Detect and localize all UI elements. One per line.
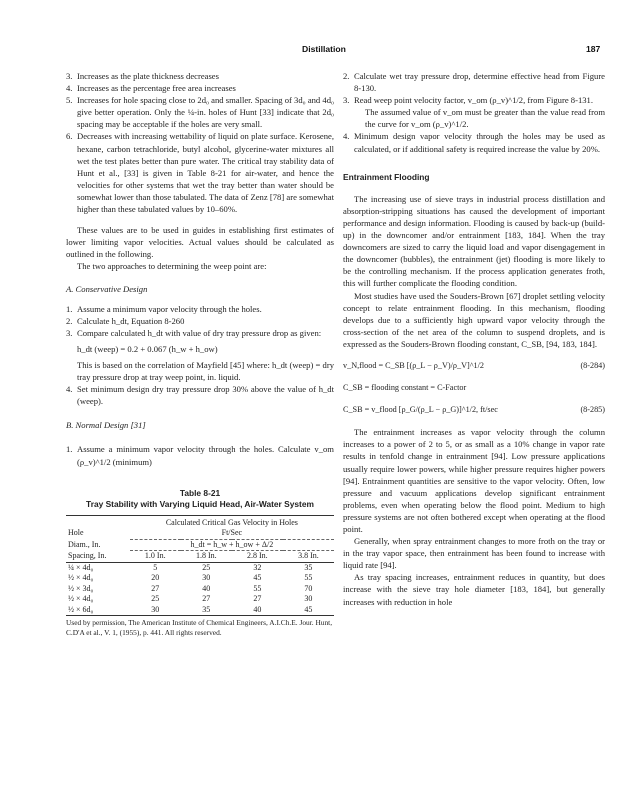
table-row: ¼ × 4d₀ 5 25 32 35 [68,562,313,572]
list-item: 1. Assume a minimum vapor velocity through the holes. Calculate v_om (ρ_v)^1/2 (minimum) [66,444,334,467]
table-col-head: 2.8 In. [247,551,268,561]
paragraph: These values are to be used in guides in establishing first estimates of lower limiting vapor velocities. Actual values should be calculated as outlined in the following. [66,225,334,260]
page-number: 187 [586,44,601,54]
table-row: ½ × 3d₀ 27 40 55 70 [68,583,313,593]
table-unit: Ft/Sec [130,528,334,539]
table-caption: Tray Stability with Varying Liquid Head, Air-Water System [86,499,314,510]
table-formula: h_dt = h_w + h_ow + Δ/2 [130,539,334,551]
paragraph: The entrainment increases as vapor velocity through the column increases to a power of 2 to 5, or as small as a 10% change in vapor rate results in tenfold change in entrainment [94]. Low pressure applications usually require lower powers, while higher pressure requires higher powers [94]. Entrainment quantities are sensitive to the vapor velocity. Often, low pressure and vacuum applications develop significant entrainment problems, even when operating below the flood point. Medium to high pressure systems are not often bothered except when operating at the flood point. [343,427,605,534]
running-header: Distillation [302,44,346,54]
paragraph: Generally, when spray entrainment changes to more froth on the tray or in the tray vapor space, then entrainment has been found to increase with liquid rate [94]. [343,536,605,571]
equation: h_dt (weep) = 0.2 + 0.067 (h_w + h_ow) [77,343,218,354]
equation-8-284: v_N,flood = C_SB [(ρ_L − ρ_V)/ρ_V]^1/2 (8-284) [343,360,605,370]
list-item: This is based on the correlation of Mayfield [45] where: h_dt (weep) = dry tray pressure drop at tray weep point, in. liquid. [77,359,334,383]
table-stub-head: Diam., In. [68,539,101,549]
equation-8-285: C_SB = v_flood [ρ_G/(ρ_L − ρ_G)]^1/2, ft/sec (8-285) [343,405,605,415]
paragraph: Most studies have used the Souders-Brown [67] droplet settling velocity concept to relate entrainment flooding. In this mechanism, flooding develops due to a sufficiently high upward vapor velocity through the cross-section of the net area of the column to suspend droplets, and is expressed as the Souders-Brown flooding constant, C_SB, [94, 183, 184]. [343,290,605,349]
list-item: The assumed value of v_om must be greater than the value read from the curve for v_om (ρ_v)^1/2. [365,107,605,130]
section-heading: B. Normal Design [31] [66,420,146,431]
table-col-head: 1.0 In. [144,551,166,561]
list-item: 2. Calculate wet tray pressure drop, determine effective head from Figure 8-130. [343,71,605,94]
paragraph: The two approaches to determining the weep point are: [77,261,267,272]
data-table [66,515,334,617]
left-column [66,70,334,637]
list-item: 1. Assume a minimum vapor velocity through the holes. [66,303,262,314]
table-row: ½ × 4d₀ 25 27 27 30 [68,594,313,604]
section-heading: Entrainment Flooding [343,171,430,182]
table-source-note: Used by permission, The American Institute of Chemical Engineers, A.I.Ch.E. Jour. Hunt, C.D'A et al., V. 1, (1955), p. 441. All rights reserved. [66,618,333,637]
table-group-head: Calculated Critical Gas Velocity in Holes [165,517,298,527]
list-item: 2. Calculate h_dt, Equation 8-260 [66,315,185,326]
table-row: ½ × 4d₀ 20 30 45 55 [68,573,313,583]
paragraph: The increasing use of sieve trays in industrial process distillation and absorption-stripping situations has caused the development of important performance and design information. Flooding is caused by back-up (build-up) in the downcomer and/or entrainment [183, 184]. When the tray downcomers are sized to carry the liquid load and vapor disengagement in the downcomer (bubbles), the entrainment (jet) flooding is more likely to be the controlling mechanism. If the process application generates froth, this will further complicate the flooding condition. [343,193,605,289]
table-row: ½ × 6d₀ 30 35 40 45 [66,605,334,616]
table-col-head: 3.8 In. [298,551,319,561]
list-item: 4. Set minimum design dry tray pressure drop 30% above the value of h_dt (weep). [66,384,334,407]
list-item: 4. Increases as the percentage free area increases [66,83,236,94]
list-item: 3. Increases as the plate thickness decreases [66,71,219,81]
right-column [343,70,605,608]
list-item: 3. Read weep point velocity factor, v_om (ρ_v)^1/2, from Figure 8-131. [343,95,593,106]
table-stub-head: Hole [68,528,84,538]
table-col-head: 1.8 In. [195,551,217,561]
table-title: Table 8-21 [179,487,221,498]
paragraph: As tray spacing increases, entrainment reduces in quantity, but does increase with the sieve tray hole diameter [183, 184], but generally increases with reduction in hole [343,572,605,607]
list-item: 4. Minimum design vapor velocity through the holes may be used as calculated, or if additional safety is required increase the value by 20%. [343,131,605,154]
equation-definition: C_SB = flooding constant = C-Factor [343,383,467,393]
list-item: 3. Compare calculated h_dt with value of dry tray pressure drop as given: [66,327,322,338]
table-block [66,488,334,638]
list-item: 5. Increases for hole spacing close to 2d₀ and smaller. Spacing of 3d₀ and 4d₀ give better operation. Only the ¼-in. holes of Hunt [33] indicate that 2d₀ spacing may be acceptable if the holes are very small. [66,95,334,130]
section-heading: A. Conservative Design [66,283,148,294]
list-item: 6. Decreases with increasing wettability of liquid on plate surface. Kerosene, hexane, carbon tetrachloride, butyl alcohol, glycerine-water mixtures all wet the test plates better than pure water. The critical tray stability data of Hunt et al., [33] is given in Table 8-21 for air-water, and hence the velocities for other systems that wet the tray better than water should be somewhat lower than those tabulated. The data of Zenz [78] are somewhat higher than these tabulated values by 10–60%. [66,131,334,215]
table-stub-head: Spacing, In. [68,550,107,560]
